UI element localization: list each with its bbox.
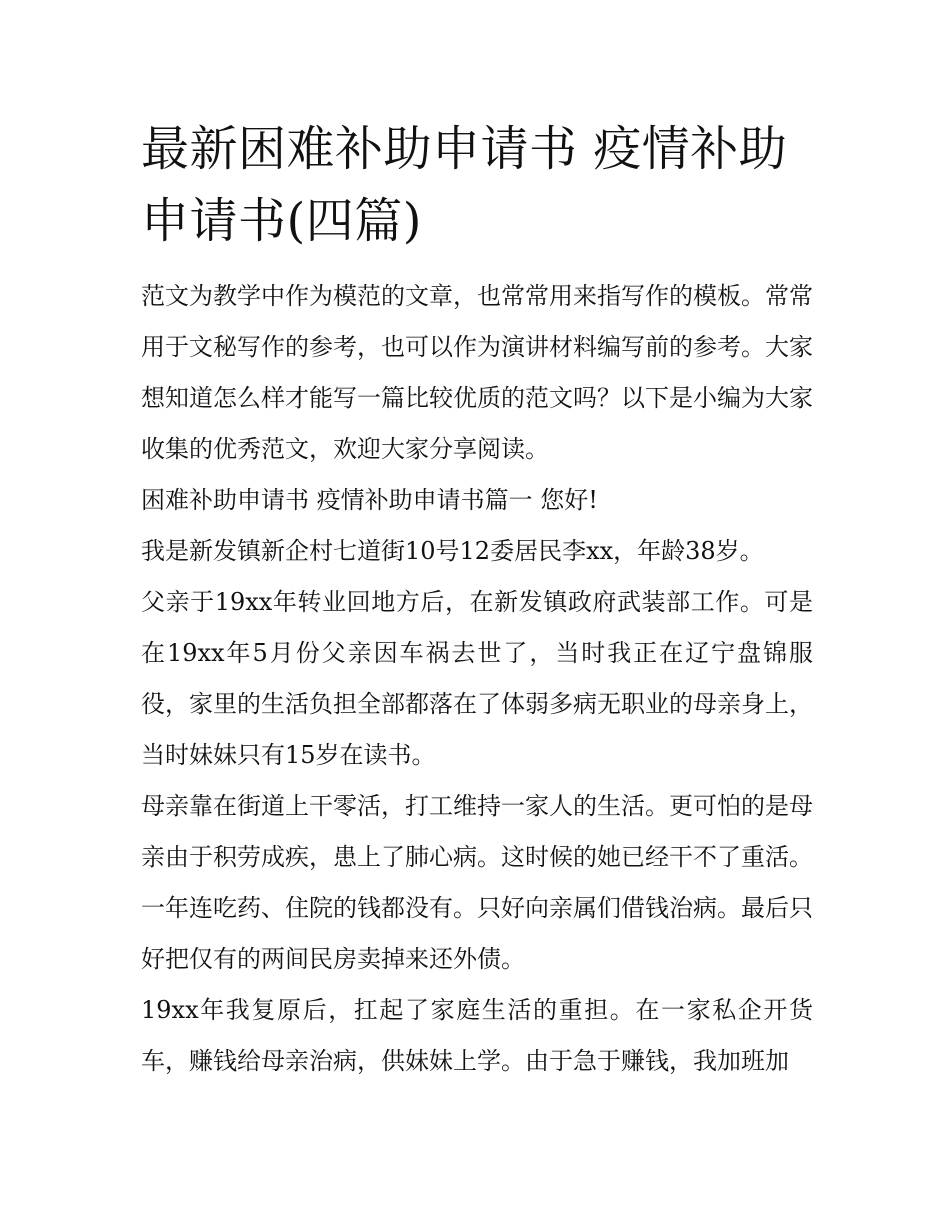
paragraph-work: 19xx年我复原后，扛起了家庭生活的重担。在一家私企开货车，赚钱给母亲治病，供妹妹上学。由于急于赚钱，我加班加 [141, 996, 813, 1075]
document-title: 最新困难补助申请书 疫情补助申请书(四篇) [141, 121, 788, 249]
paragraph-heading-one: 困难补助申请书 疫情补助申请书篇一 您好! [141, 486, 598, 514]
paragraph-intro: 范文为教学中作为模范的文章，也常常用来指写作的模板。常常用于文秘写作的参考，也可以作为演讲材料编写前的参考。大家想知道怎么样才能写一篇比较优质的范文吗？以下是小编为大家收集的优秀范文，欢迎大家分享阅读。 [141, 282, 813, 463]
paragraph-applicant: 我是新发镇新企村七道街10号12委居民李xx，年龄38岁。 [141, 537, 764, 565]
paragraph-mother: 母亲靠在街道上干零活，打工维持一家人的生活。更可怕的是母亲由于积劳成疾，患上了肺心病。这时候的她已经干不了重活。一年连吃药、住院的钱都没有。只好向亲属们借钱治病。最后只好把仅有的两间民房卖掉来还外债。 [141, 792, 813, 973]
paragraph-father: 父亲于19xx年转业回地方后，在新发镇政府武装部工作。可是在19xx年5月份父亲因车祸去世了，当时我正在辽宁盘锦服役，家里的生活负担全部都落在了体弱多病无职业的母亲身上，当时妹妹只有15岁在读书。 [141, 588, 813, 769]
document-body [141, 113, 813, 1087]
